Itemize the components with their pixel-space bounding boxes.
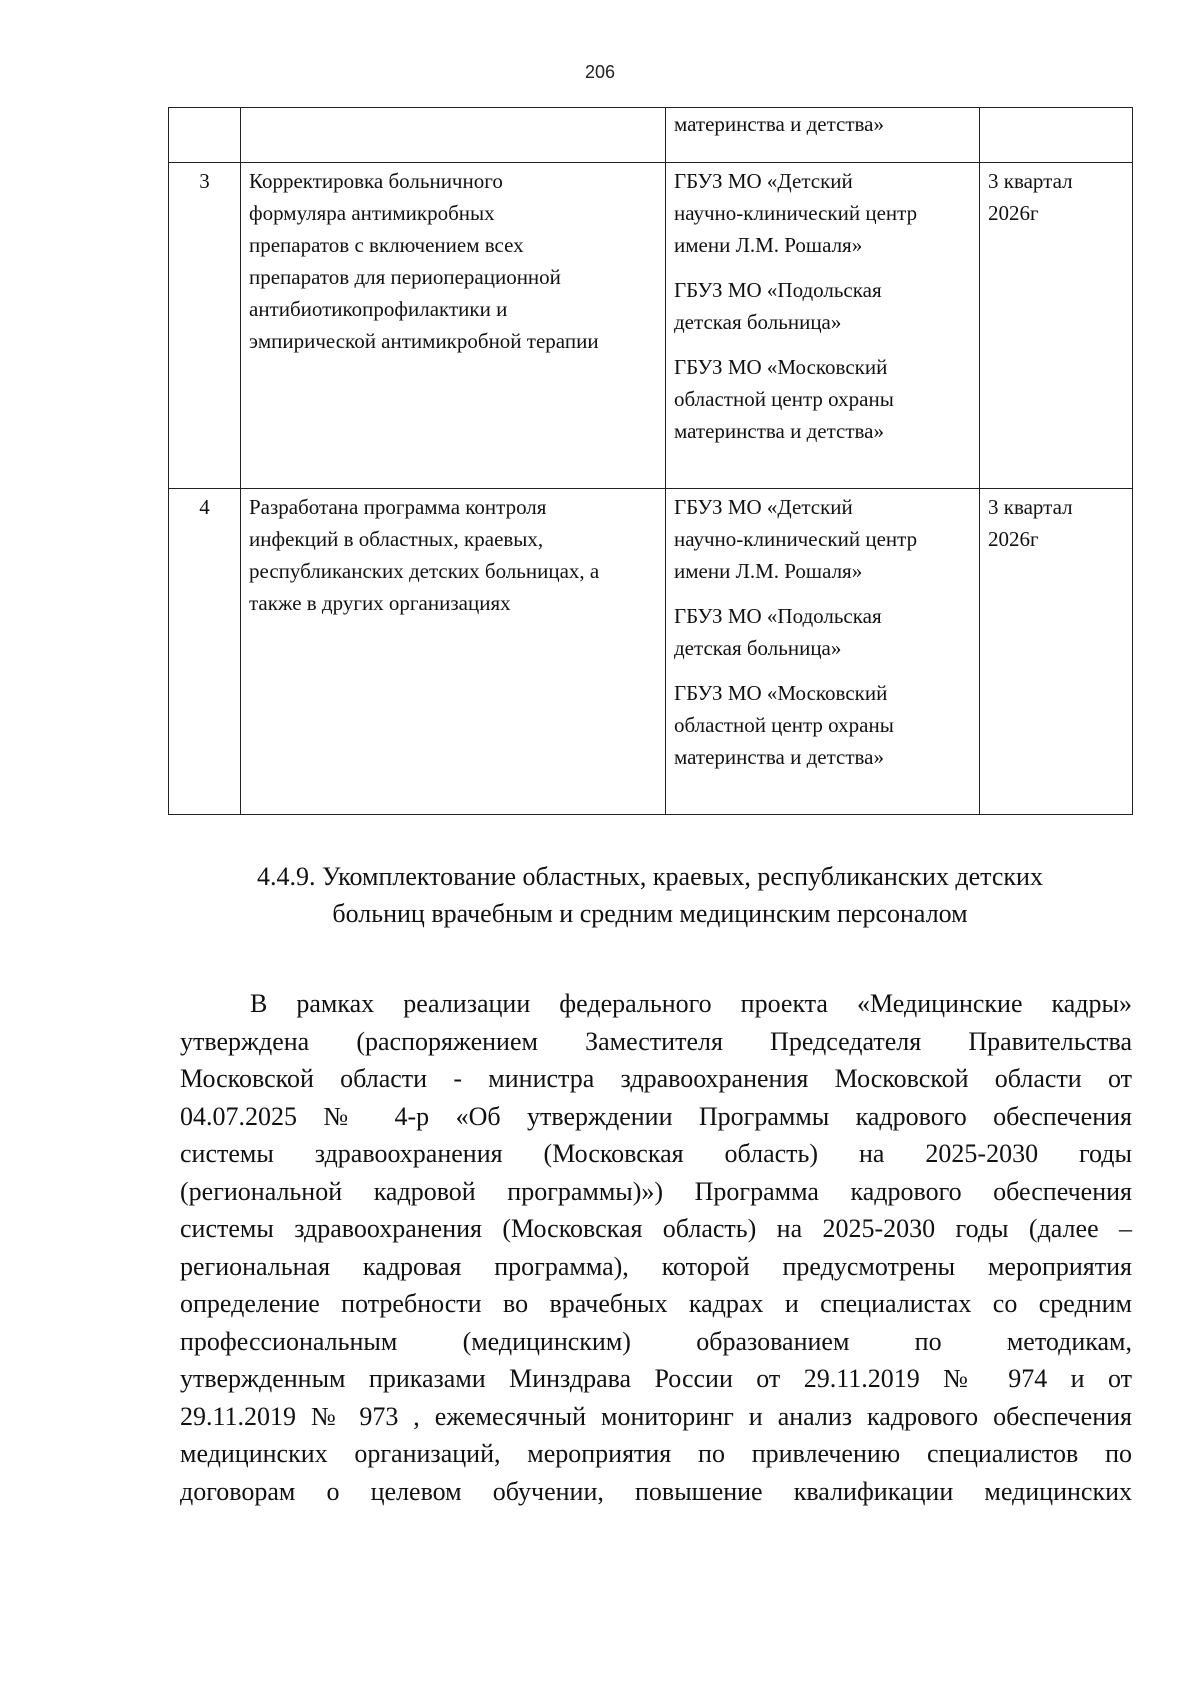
executor-line: ГБУЗ МО «Подольская [674,604,882,628]
activity-line: препаратов для периоперационной [249,265,561,289]
table-cell-deadline [980,108,1133,163]
activity-line: Корректировка больничного [249,169,503,193]
paragraph-line: утвержденным приказами Минздрава России от 29.11.2019 № 974 и от [180,1364,1132,1393]
section-heading [168,858,1132,932]
executor-line: детская больница» [674,310,842,334]
executor-line: ГБУЗ МО «Московский [674,681,888,705]
section-heading-line: 4.4.9. Укомплектование областных, краевых, республиканских детских [257,862,1043,891]
paragraph-line: 04.07.2025 № 4-р «Об утверждении Программы кадрового обеспечения [180,1101,1132,1131]
activity-line: антибиотикопрофилактики и [249,297,508,321]
paragraph-line: Московской области - министра здравоохранения Московской области от [180,1064,1132,1093]
deadline-line: 3 квартал [988,495,1073,519]
paragraph-line: 29.11.2019 № 973 , ежемесячный мониторинг и анализ кадрового обеспечения [180,1401,1132,1431]
table-cell-executors [666,489,980,815]
deadline-line: 3 квартал [988,169,1073,193]
table-cell-num [169,108,241,163]
section-heading-line: больниц врачебным и средним медицинским персоналом [332,899,968,928]
table-cell-executors [666,163,980,489]
executor-block [674,491,971,587]
table-cell-executors [666,108,980,163]
executor-line: ГБУЗ МО «Детский [674,169,853,193]
executor-line: материнства и детства» [674,419,884,443]
executor-line: ГБУЗ МО «Детский [674,495,853,519]
executor-block [674,600,971,664]
executor-text: материнства и детства» [674,112,884,136]
page-number: 206 [584,62,616,82]
paragraph-line: договорам о целевом обучении, повышение квалификации медицинских [180,1476,1132,1506]
executor-line: материнства и детства» [674,745,884,769]
table-cell-num: 4 [169,489,241,815]
activity-line: также в других организациях [249,591,511,615]
executor-line: ГБУЗ МО «Московский [674,355,888,379]
paragraph-line: медицинских организаций, мероприятия по привлечению специалистов по [180,1439,1132,1468]
table-row-continuation [169,108,1133,163]
deadline-line: 2026г [988,527,1039,551]
executor-block [674,677,971,773]
activity-line: формуляра антимикробных [249,201,495,225]
deadline-line: 2026г [988,201,1039,225]
executor-line: ГБУЗ МО «Подольская [674,278,882,302]
paragraph-line: (региональной кадровой программы)») Программа кадрового обеспечения [180,1176,1132,1206]
activity-line: эмпирической антимикробной терапии [249,329,599,353]
paragraph-line: системы здравоохранения (Московская область) на 2025-2030 годы [180,1139,1132,1168]
table-row [169,489,1133,815]
executor-line: научно-клинический центр [674,201,918,225]
paragraph-line: В рамках реализации федерального проекта «Медицинские кадры» [250,989,1132,1018]
activity-line: Разработана программа контроля [249,495,547,519]
paragraph-line: региональная кадровая программа), которой предусмотрены мероприятия [180,1251,1132,1281]
table-cell-activity [241,108,666,163]
executor-line: детская больница» [674,636,842,660]
executor-line: имени Л.М. Рошаля» [674,233,863,257]
paragraph-line: системы здравоохранения (Московская область) на 2025-2030 годы (далее – [180,1214,1132,1243]
table-row [169,163,1133,489]
executor-line: областной центр охраны [674,387,894,411]
paragraph-line: утверждена (распоряжением Заместителя Председателя Правительства [180,1026,1132,1056]
table-cell-activity [241,489,666,815]
table-cell-activity [241,163,666,489]
activity-line: республиканских детских больницах, а [249,559,600,583]
activity-line: препаратов с включением всех [249,233,524,257]
paragraph-line: профессиональным (медицинским) образованием по методикам, [180,1326,1132,1356]
paragraph-line: определение потребности во врачебных кадрах и специалистах со средним [180,1289,1132,1318]
table-cell-num: 3 [169,163,241,489]
executor-block [674,274,971,338]
executor-line: научно-клинический центр [674,527,918,551]
executor-line: имени Л.М. Рошаля» [674,559,863,583]
plan-table [168,107,1133,815]
table-cell-deadline [980,163,1133,489]
table-cell-deadline [980,489,1133,815]
body-paragraph [180,985,1132,1510]
executor-block [674,351,971,447]
activity-line: инфекций в областных, краевых, [249,527,544,551]
executor-block [674,165,971,261]
executor-line: областной центр охраны [674,713,894,737]
